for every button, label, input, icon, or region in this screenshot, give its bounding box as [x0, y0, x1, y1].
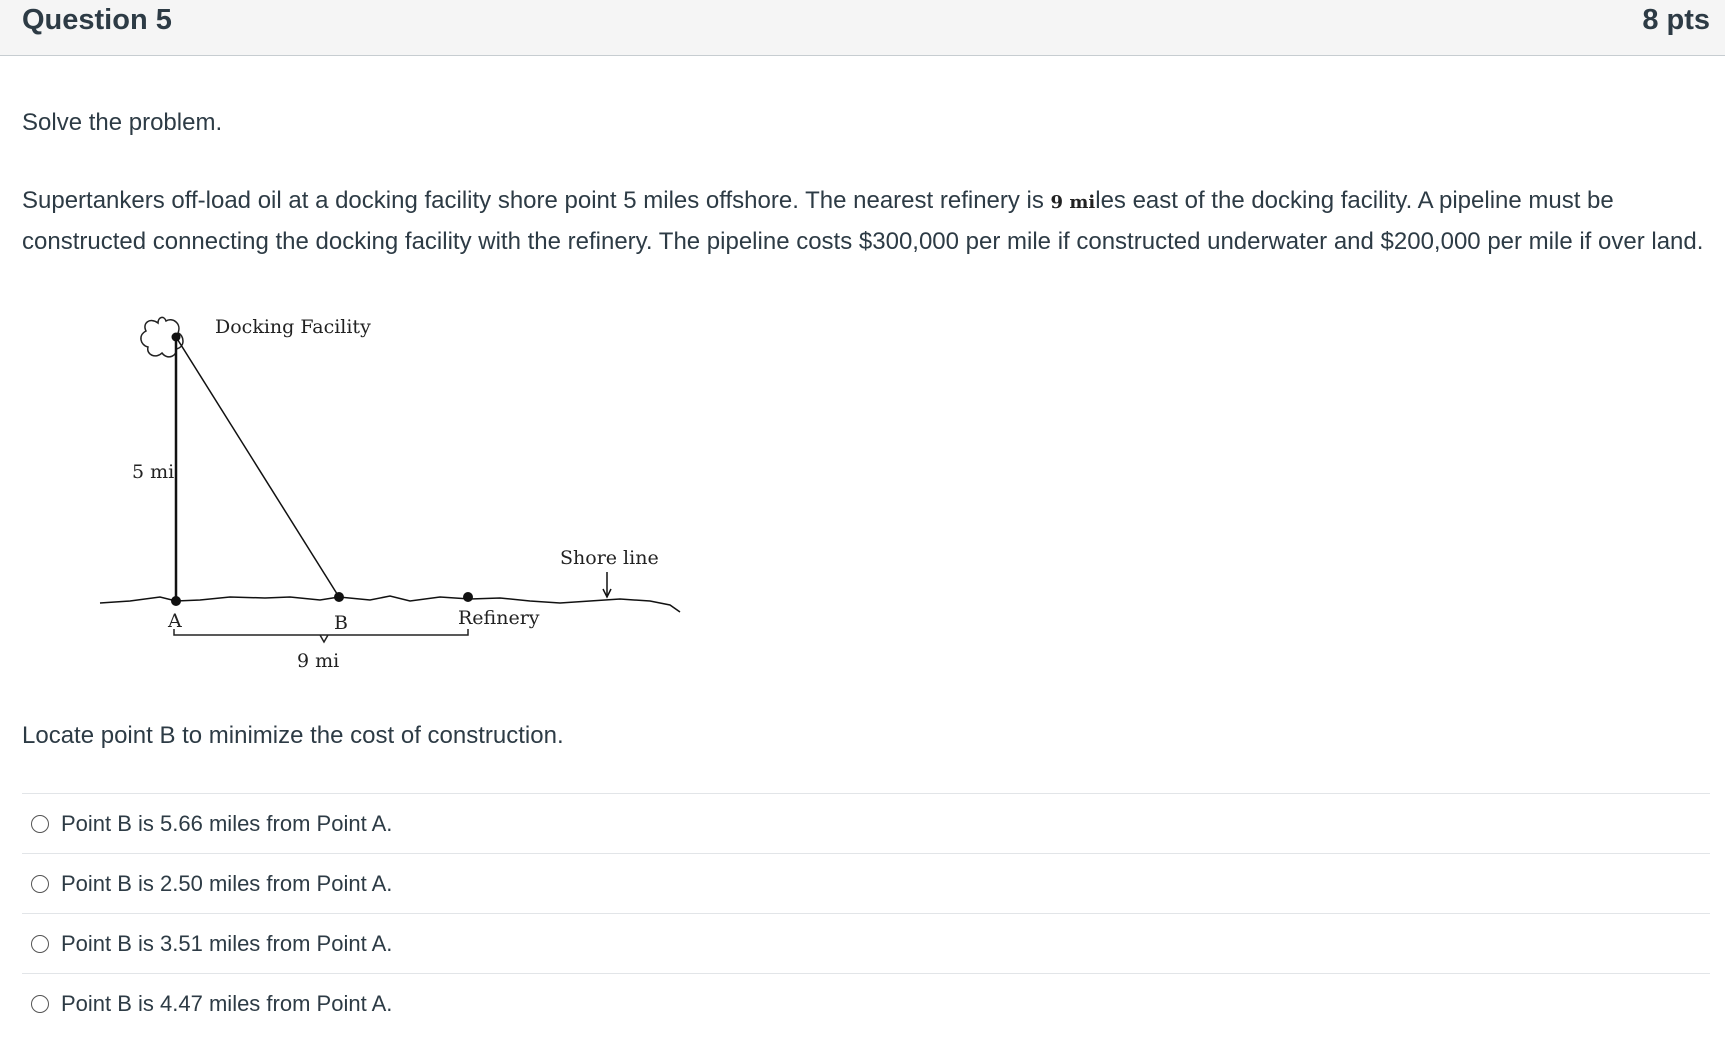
shore-line-label: Shore line: [560, 547, 659, 569]
pipeline-diagram: [90, 305, 730, 675]
underwater-pipeline: [176, 337, 339, 597]
point-a-label: A: [168, 610, 182, 632]
radio-button[interactable]: [31, 995, 49, 1013]
land-distance-label: 9 mi: [297, 650, 340, 672]
offshore-distance-label: 5 mi: [132, 461, 175, 483]
answer-option-4[interactable]: [22, 973, 1710, 1033]
radio-button[interactable]: [31, 875, 49, 893]
answer-list: [22, 793, 1710, 1033]
question-prompt: Locate point B to minimize the cost of construction.: [22, 722, 564, 749]
point-a-marker: [171, 596, 181, 606]
problem-text-end: les east of the docking facility. A pipeline must be constructed connecting the docking facility with the refinery. The pipeline costs $300,000 per mile if constructed underwater and $200,000 per mile if over land.: [22, 187, 1704, 255]
answer-option-2[interactable]: [22, 853, 1710, 913]
point-b-label: B: [334, 612, 348, 634]
refinery-marker: [463, 592, 473, 602]
shore-line: [100, 596, 680, 612]
distance-brace: [174, 629, 468, 642]
question-header: [0, 0, 1725, 56]
refinery-label: Refinery: [458, 607, 540, 629]
pipeline-diagram-svg: [90, 305, 730, 675]
question-points: 8 pts: [1642, 4, 1710, 36]
problem-statement: [22, 182, 1712, 261]
problem-text-start: Supertankers off-load oil at a docking facility shore point 5 miles offshore. The nearest refinery is: [22, 187, 1051, 214]
answer-label: Point B is 2.50 miles from Point A.: [61, 870, 393, 896]
inline-distance-image: 9 mi: [1050, 192, 1096, 213]
radio-button[interactable]: [31, 935, 49, 953]
point-b-marker: [334, 592, 344, 602]
answer-option-1[interactable]: [22, 793, 1710, 853]
docking-facility-label: Docking Facility: [215, 316, 371, 338]
docking-point: [172, 333, 181, 342]
radio-button[interactable]: [31, 815, 49, 833]
answer-label: Point B is 3.51 miles from Point A.: [61, 930, 393, 956]
answer-label: Point B is 5.66 miles from Point A.: [61, 810, 393, 836]
answer-label: Point B is 4.47 miles from Point A.: [61, 990, 393, 1016]
answer-option-3[interactable]: [22, 913, 1710, 973]
instruction-text: Solve the problem.: [22, 109, 223, 136]
question-title: Question 5: [22, 4, 172, 36]
